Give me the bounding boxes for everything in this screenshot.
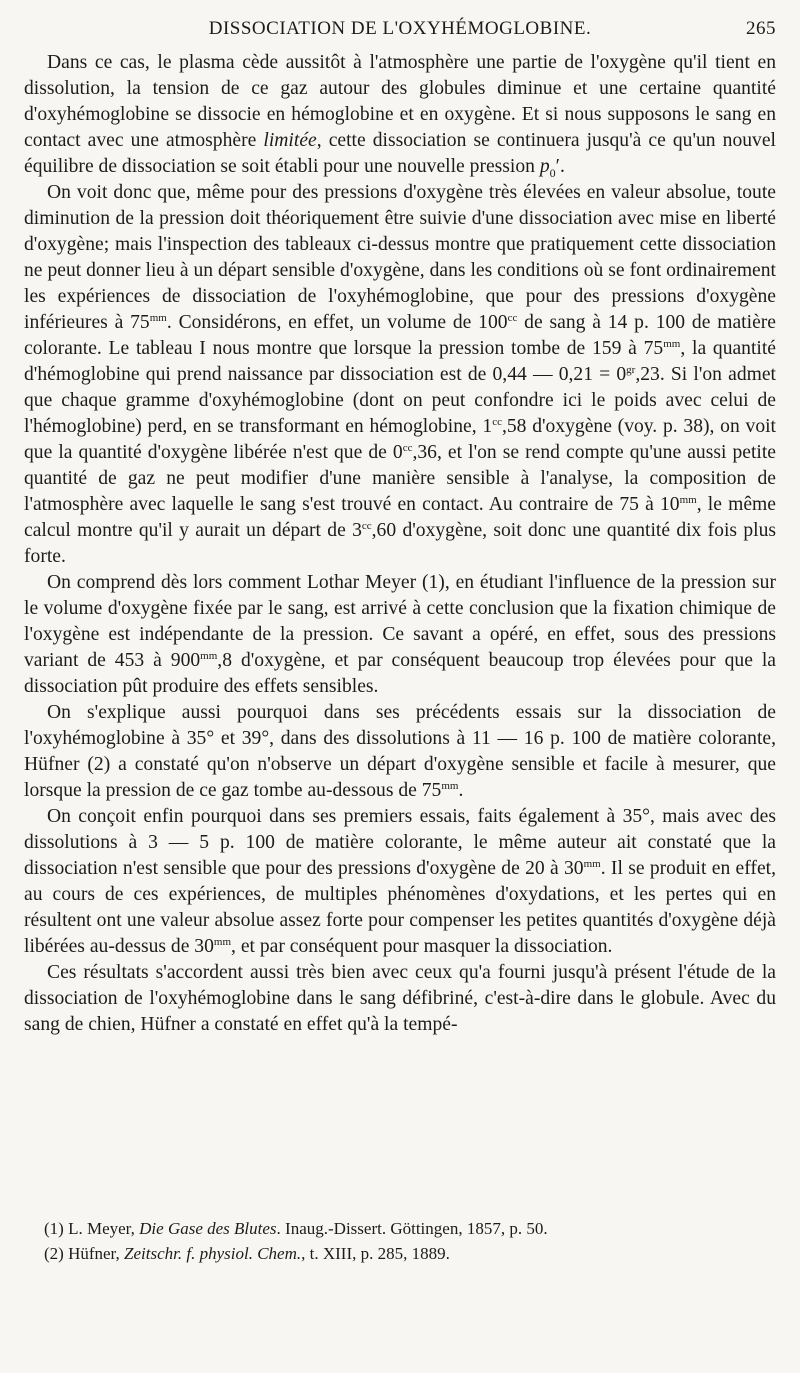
- unit-superscript: cc: [507, 312, 518, 324]
- text-run: ,58 d'oxygène (voy. p. 38), on voit que la quantité d'oxygène libérée n'est que de 0: [24, 416, 776, 463]
- unit-superscript: cc: [402, 442, 413, 454]
- text-run: ,23. Si l'on admet que chaque gramme d'oxyhémoglobine (dont on peut confondre ici le poids avec celui de l'hémoglobine) perd, en se transformant en hémoglobine, 1: [24, 364, 776, 437]
- paragraph-5: [24, 804, 776, 960]
- footnote-author: L. Meyer,: [63, 1219, 140, 1238]
- paragraph-1: [24, 50, 776, 180]
- footnotes: [44, 1216, 764, 1266]
- text-run: Dans ce cas, le plasma cède aussitôt à l'atmosphère une partie de l'oxygène qu'il tient en dissolution, la tension de ce gaz autour des globules diminue et une certaine quantité d'oxyhémoglobine se dissocie en hémoglobine et en oxygène. Et si nous supposons le sang en contact avec une atmosphère: [24, 52, 776, 151]
- unit-superscript: mm: [441, 780, 459, 792]
- footnote-title: Die Gase des Blutes: [139, 1219, 277, 1238]
- text-run: . Considérons, en effet, un volume de 100: [166, 312, 508, 333]
- text-run: , la quantité d'hémoglobine qui prend naissance par dissociation est de 0,44 — 0,21 = 0: [24, 338, 777, 385]
- running-title: DISSOCIATION DE L'OXYHÉMOGLOBINE.: [208, 18, 592, 39]
- text-run: , et par conséquent pour masquer la dissociation.: [231, 936, 613, 957]
- unit-superscript: cc: [492, 416, 502, 428]
- text-run: ,8 d'oxygène, et par conséquent beaucoup trop élevées pour que la dissociation pût produire des effets sensibles.: [24, 650, 776, 697]
- unit-superscript: mm: [213, 936, 232, 948]
- text-run: .: [458, 780, 464, 801]
- text-run: Ces résultats s'accordent aussi très bien avec ceux qu'a fourni jusqu'à présent l'étude de la dissociation de l'oxyhémoglobine dans le sang défibriné, c'est-à-dire dans le globule. Avec du sang de chien, Hüfner a constaté en effet qu'à la tempé-: [24, 962, 776, 1035]
- footnote-title: Zeitschr. f. physiol. Chem.: [124, 1244, 302, 1263]
- paragraph-6: [24, 960, 776, 1038]
- unit-superscript: mm: [583, 858, 601, 870]
- text-run: On voit donc que, même pour des pressions d'oxygène très élevées en valeur absolue, toute diminution de la pression doit théoriquement être suivie d'une dissociation avec mise en liberté d'oxygène; mais l'inspection des tableaux ci-dessus montre que pratiquement cette dissociation ne peut donner lieu à un départ sensible d'oxygène, dans les conditions où se font ordinairement les expériences de dissociation de l'oxyhémoglobine, que pour des pressions d'oxygène inférieures à 75: [24, 182, 776, 333]
- footnote-author: Hüfner,: [63, 1244, 125, 1263]
- text-run: . Il se produit en effet, au cours de ces expériences, de multiples phénomènes d'oxydations, et les pertes qui en résultent ont une valeur absolue assez forte pour compenser les petites quantités d'oxygène déjà libérées au-dessus de 30: [24, 858, 776, 957]
- text-run: , le même calcul montre qu'il y aurait un départ de 3: [24, 494, 776, 541]
- variable: p: [539, 156, 550, 177]
- text-run: On conçoit enfin pourquoi dans ses premiers essais, faits également à 35°, mais avec des dissolutions à 3 — 5 p. 100 de matière colorante, le même auteur ait constaté que la dissociation n'est sensible que pour des pressions d'oxygène de 20 à 30: [24, 806, 776, 879]
- footnote-marker: (1): [44, 1219, 64, 1238]
- unit-superscript: mm: [679, 494, 697, 506]
- footnote-1: [44, 1216, 764, 1241]
- text-run: , cette dissociation se continuera jusqu'à ce qu'un nouvel équilibre de dissociation se soit établi pour une nouvelle pression: [24, 130, 776, 177]
- unit-superscript: mm: [149, 312, 167, 324]
- text-run: On comprend dès lors comment Lothar Meyer (1), en étudiant l'influence de la pression sur le volume d'oxygène fixée par le sang, est arrivé à cette conclusion que la fixation chimique de l'oxygène est indépendante de la pression. Ce savant a opéré, en effet, sous des pressions variant de 453 à 900: [24, 572, 776, 671]
- running-header: [0, 18, 800, 48]
- unit-superscript: gr: [626, 364, 636, 376]
- text-run: de sang à 14 p. 100 de matière colorante. Le tableau I nous montre que lorsque la pression tombe de 159 à 75: [24, 312, 776, 359]
- page-number: 265: [746, 18, 776, 39]
- footnote-details: , t. XIII, p. 285, 1889.: [301, 1244, 450, 1263]
- text-run: ,60 d'oxygène, soit donc une quantité dix fois plus forte.: [24, 520, 776, 567]
- emphasis: limitée: [263, 130, 317, 151]
- main-text: [24, 50, 776, 1038]
- paragraph-3: [24, 570, 776, 700]
- subscript: 0: [549, 165, 556, 180]
- footnote-2: [44, 1241, 764, 1266]
- unit-superscript: cc: [361, 520, 372, 532]
- text-run: ′.: [555, 156, 565, 177]
- text-run: ,36, et l'on se rend compte qu'une aussi petite quantité de gaz ne peut modifier d'une manière sensible à l'analyse, la composition de l'atmosphère avec laquelle le sang s'est trouvé en contact. Au contraire de 75 à 10: [24, 442, 776, 515]
- unit-superscript: mm: [200, 650, 218, 662]
- unit-superscript: mm: [663, 338, 681, 350]
- text-run: On s'explique aussi pourquoi dans ses précédents essais sur la dissociation de l'oxyhémoglobine à 35° et 39°, dans des dissolutions à 11 — 16 p. 100 de matière colorante, Hüfner (2) a constaté qu'on n'observe un départ d'oxygène sensible et facile à mesurer, que lorsque la pression de ce gaz tombe au-dessous de 75: [24, 702, 776, 801]
- paragraph-2: [24, 180, 776, 570]
- footnote-details: . Inaug.-Dissert. Göttingen, 1857, p. 50.: [276, 1219, 548, 1238]
- paragraph-4: [24, 700, 776, 804]
- footnote-marker: (2): [44, 1244, 64, 1263]
